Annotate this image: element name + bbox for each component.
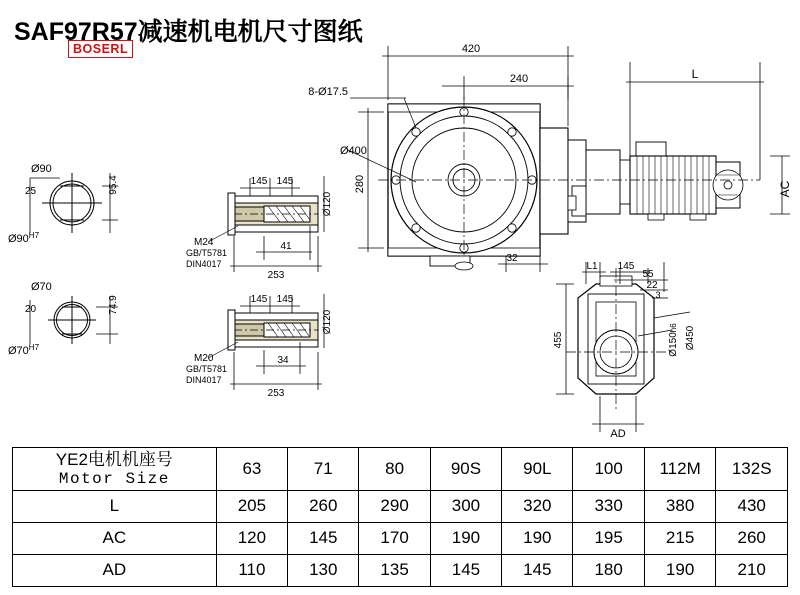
shaft-view-90 bbox=[42, 173, 102, 233]
table-cell: 120 bbox=[216, 522, 287, 554]
hollow-shaft-detail-upper bbox=[228, 193, 318, 235]
table-cell: 170 bbox=[359, 522, 430, 554]
brand-logo: BOSERL bbox=[68, 40, 133, 58]
page-title: SAF97R57减速机电机尺寸图纸 bbox=[14, 18, 363, 46]
table-cell: 145 bbox=[502, 554, 573, 586]
table-header-cell: 90L bbox=[502, 448, 573, 491]
dim-145-b: 145 bbox=[276, 176, 294, 187]
table-cell: 145 bbox=[430, 554, 501, 586]
dim-55: 55 bbox=[642, 269, 654, 280]
dim-280: 280 bbox=[354, 174, 366, 194]
table-cell: 330 bbox=[573, 490, 644, 522]
shaft-view-70 bbox=[48, 296, 96, 344]
dim-22: 22 bbox=[646, 280, 658, 291]
dim-AD: AD bbox=[610, 428, 626, 440]
table-cell: 300 bbox=[430, 490, 501, 522]
table-cell: 215 bbox=[644, 522, 716, 554]
dim-25: 25 bbox=[25, 186, 37, 197]
dim-L1: L1 bbox=[586, 261, 598, 272]
table-cell: 190 bbox=[502, 522, 573, 554]
dim-41: 41 bbox=[280, 241, 292, 252]
dim-d70-top: Ø70 bbox=[31, 281, 52, 293]
table-header-cell: 100 bbox=[573, 448, 644, 491]
label-m24: M24 bbox=[194, 237, 214, 248]
table-cell: 320 bbox=[502, 490, 573, 522]
table-cell: 135 bbox=[359, 554, 430, 586]
dim-253-bot: 253 bbox=[267, 388, 285, 399]
dim-240: 240 bbox=[509, 73, 529, 85]
motor-size-label-en: Motor Size bbox=[58, 469, 170, 488]
table-header-cell: 63 bbox=[216, 448, 287, 491]
label-gbt5781-bot: GB/T5781 bbox=[186, 364, 228, 374]
dim-34: 34 bbox=[277, 355, 289, 366]
table-cell: 110 bbox=[216, 554, 287, 586]
table-header-cell: 90S bbox=[430, 448, 501, 491]
table-header-cell: 71 bbox=[288, 448, 359, 491]
dim-d90-h7: $Ø90^{H7}$ bbox=[8, 231, 40, 245]
table-cell: 260 bbox=[716, 522, 788, 554]
table-row bbox=[13, 522, 788, 554]
table-header-row bbox=[13, 448, 788, 491]
dim-3: 3 bbox=[655, 290, 661, 300]
dim-253-top: 253 bbox=[267, 270, 285, 281]
dim-32: 32 bbox=[506, 253, 518, 264]
label-m20: M20 bbox=[194, 353, 214, 364]
dim-145-c: 145 bbox=[250, 294, 268, 305]
dim-20: 20 bbox=[25, 304, 37, 315]
dim-d450: Ø450 bbox=[685, 325, 696, 351]
dim-74-9: 74.9 bbox=[108, 295, 119, 315]
table-rowhead: L bbox=[13, 490, 217, 522]
table-header-cell: 132S bbox=[716, 448, 788, 491]
dim-420: 420 bbox=[461, 43, 481, 55]
table-header-cell: 80 bbox=[359, 448, 430, 491]
dim-455: 455 bbox=[553, 331, 564, 349]
dim-d120-top: Ø120 bbox=[322, 191, 333, 217]
table-cell: 190 bbox=[644, 554, 716, 586]
label-din4017-bot: DIN4017 bbox=[186, 375, 222, 385]
table-cell: 130 bbox=[288, 554, 359, 586]
dim-95-4: 95.4 bbox=[108, 175, 119, 195]
table-cell: 180 bbox=[573, 554, 644, 586]
table-cell: 145 bbox=[288, 522, 359, 554]
motor-size-label-cn: YE2电机机座号 bbox=[55, 450, 173, 469]
table-cell: 195 bbox=[573, 522, 644, 554]
main-gearbox-front-view bbox=[378, 96, 552, 270]
table-cell: 380 bbox=[644, 490, 716, 522]
dim-145-d: 145 bbox=[276, 294, 294, 305]
dim-8-holes: 8-Ø17.5 bbox=[308, 86, 348, 98]
dim-d150h6: Ø150h6 bbox=[668, 323, 679, 357]
table-rowhead-motor-size bbox=[13, 448, 217, 491]
dim-145-right: 145 bbox=[617, 261, 635, 272]
dim-L: L bbox=[691, 67, 699, 81]
dim-AC: AC bbox=[778, 180, 792, 198]
label-din4017-top: DIN4017 bbox=[186, 259, 222, 269]
table-cell: 290 bbox=[359, 490, 430, 522]
dim-d70-h7: $Ø70^{H7}$ bbox=[8, 343, 40, 357]
table-rowhead: AC bbox=[13, 522, 217, 554]
table-cell: 190 bbox=[430, 522, 501, 554]
dim-d400: Ø400 bbox=[340, 145, 367, 157]
table-cell: 210 bbox=[716, 554, 788, 586]
table-rowhead: AD bbox=[13, 554, 217, 586]
dim-d90-top: Ø90 bbox=[31, 163, 52, 175]
dim-d120-bot: Ø120 bbox=[322, 309, 333, 335]
table-cell: 430 bbox=[716, 490, 788, 522]
dim-145-a: 145 bbox=[250, 176, 268, 187]
table-cell: 205 bbox=[216, 490, 287, 522]
hollow-shaft-detail-lower bbox=[228, 310, 318, 350]
label-gbt5781-top: GB/T5781 bbox=[186, 248, 228, 258]
table-cell: 260 bbox=[288, 490, 359, 522]
table-header-cell: 112M bbox=[644, 448, 716, 491]
motor-side-view bbox=[540, 128, 760, 234]
motor-size-table bbox=[12, 447, 788, 587]
table-row bbox=[13, 490, 788, 522]
table-row bbox=[13, 554, 788, 586]
